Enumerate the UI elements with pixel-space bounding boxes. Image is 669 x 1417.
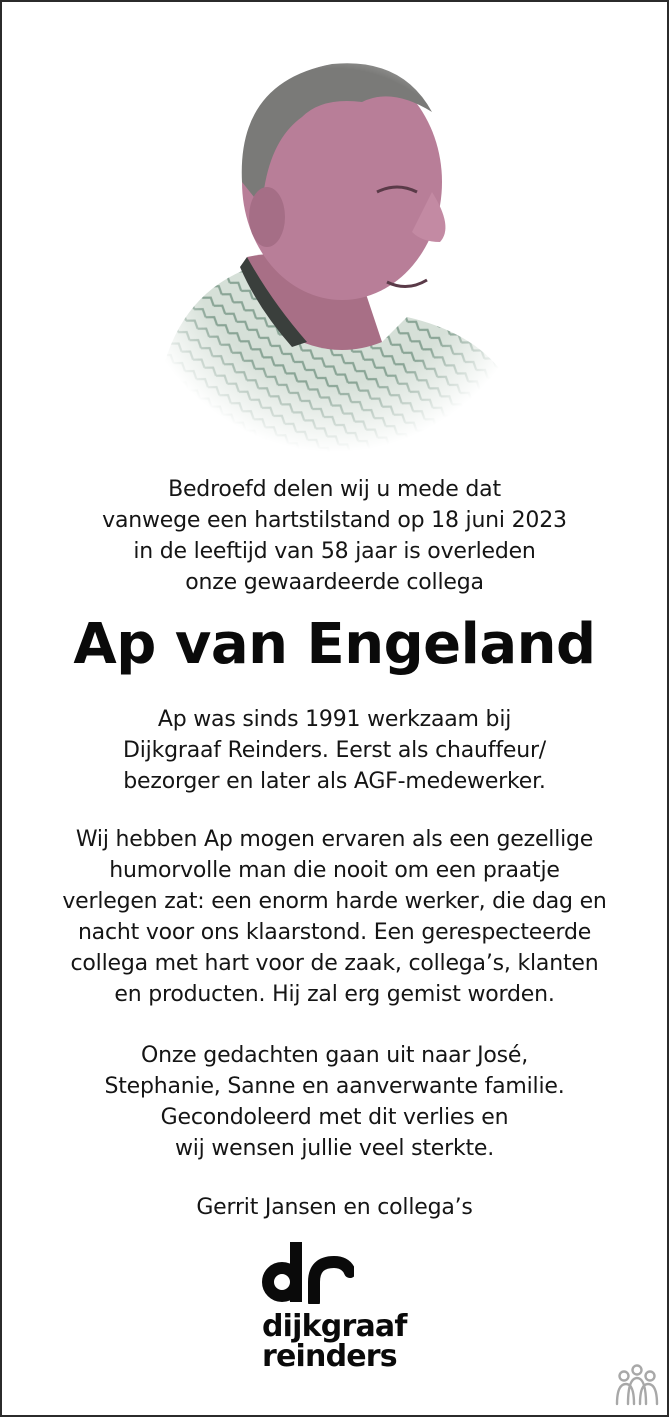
paragraph-line: Gecondoleerd met dit verlies en — [160, 1105, 509, 1130]
logo-wordmark — [262, 1309, 407, 1374]
logo-line: reinders — [262, 1339, 397, 1374]
dr-logo-mark-icon — [262, 1242, 354, 1304]
paragraph-line: Dijkgraaf Reinders. Eerst als chauffeur/ — [123, 738, 546, 763]
portrait-photo — [142, 42, 527, 452]
paragraph-line: Onze gedachten gaan uit naar José, — [140, 1043, 529, 1068]
intro-announcement — [2, 474, 667, 598]
paragraph-line: Stephanie, Sanne en aanverwante familie. — [104, 1074, 565, 1099]
intro-line: Bedroefd delen wij u mede dat — [168, 477, 501, 502]
intro-line: onze gewaardeerde collega — [185, 570, 484, 595]
deceased-name: Ap van Engeland — [73, 612, 596, 677]
intro-line: vanwege een hartstilstand op 18 juni 2023 — [102, 508, 567, 533]
paragraph-line: collega met hart voor de zaak, collega’s, klanten — [70, 951, 599, 976]
family-icon — [614, 1364, 660, 1406]
intro-line: in de leeftijd van 58 jaar is overleden — [133, 539, 536, 564]
paragraph-line: verlegen zat: een enorm harde werker, die dag en — [62, 889, 607, 914]
paragraph-line: bezorger en later als AGF-medewerker. — [123, 769, 546, 794]
paragraph-line: wij wensen jullie veel sterkte. — [174, 1136, 495, 1161]
paragraph-line: humorvolle man die nooit om een praatje — [109, 858, 560, 883]
company-logo — [260, 1242, 420, 1387]
tribute-paragraph — [2, 824, 667, 1010]
signature — [2, 1192, 667, 1223]
signature-text: Gerrit Jansen en collega’s — [196, 1195, 473, 1220]
paragraph-line: Ap was sinds 1991 werkzaam bij — [157, 707, 512, 732]
career-paragraph — [2, 704, 667, 797]
logo-line: dijkgraaf — [262, 1309, 407, 1344]
paragraph-line: nacht voor ons klaarstond. Een gerespecteerde — [77, 920, 592, 945]
paragraph-line: Wij hebben Ap mogen ervaren als een gezellige — [75, 827, 594, 852]
paragraph-line: en producten. Hij zal erg gemist worden. — [114, 982, 555, 1007]
condolence-paragraph — [2, 1040, 667, 1164]
